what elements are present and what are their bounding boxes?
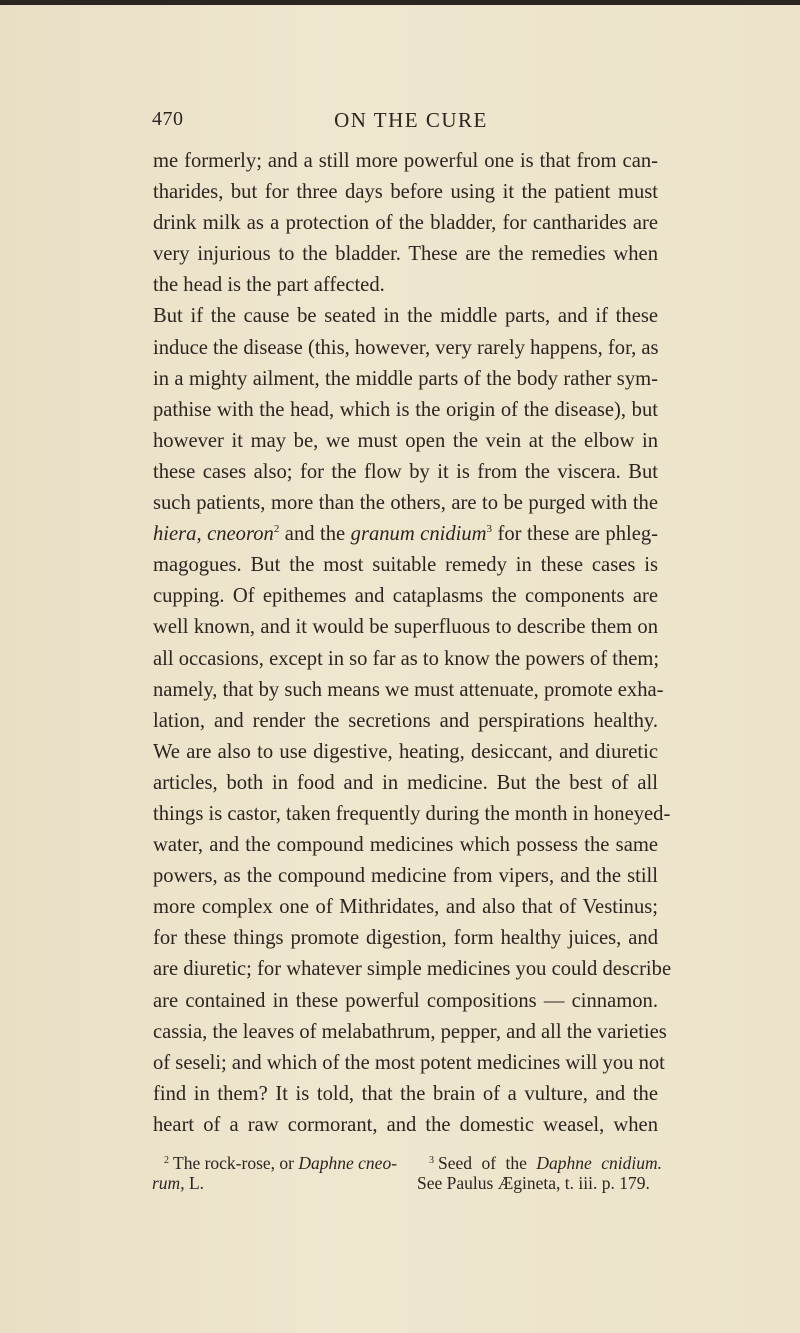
tail-text: for these are phleg- (492, 523, 659, 546)
text-line: cupping. Of epithemes and cataplasms the components are (153, 585, 658, 608)
text-line: are diuretic; for whatever simple medicines you could describe (153, 958, 672, 981)
text-line: water, and the compound medicines which possess the same (153, 834, 658, 857)
text-line: lation, and render the secretions and perspirations healthy. (153, 709, 658, 732)
text-line: such patients, more than the others, are to be purged with the (153, 492, 658, 515)
text-line: magogues. But the most suitable remedy in these cases is (153, 554, 658, 577)
footnote-ref-2: 2 (273, 523, 280, 536)
footnote-mark: 2 (164, 1155, 169, 1166)
text-line: things is castor, taken frequently during the month in honeyed- (153, 802, 671, 825)
text-line: powers, as the compound medicine from vipers, and the still (153, 865, 658, 888)
footnote-line: See Paulus Ægineta, t. iii. p. 179. (417, 1173, 650, 1193)
text-line: But if the cause be seated in the middle parts, and if these (153, 305, 658, 328)
footnote-text: , L. (180, 1173, 205, 1193)
text-line: drink milk as a protection of the bladder, for cantharides are (153, 212, 658, 235)
footnote-text: Seed of the (438, 1153, 537, 1173)
text-line: the head is the part affected. (153, 274, 385, 297)
page-number: 470 (152, 108, 184, 130)
separator: , (196, 523, 208, 546)
footnote-ref-3: 3 (486, 523, 493, 536)
text-line: all occasions, except in so far as to know the powers of them; (153, 647, 660, 670)
footnote-line (152, 1172, 397, 1195)
text-line: in a mighty ailment, the middle parts of the body rather sym- (153, 367, 658, 390)
text-line: articles, both in food and in medicine. But the best of all (153, 771, 658, 794)
text-line: are contained in these powerful compositions — cinnamon. (153, 989, 658, 1012)
text-line: these cases also; for the flow by it is from the viscera. But (153, 460, 658, 483)
footnote-2 (152, 1149, 397, 1195)
text-line: of seseli; and which of the most potent medicines will you not (153, 1051, 665, 1074)
text-line: well known, and it would be superfluous to describe them on (153, 616, 658, 639)
connector-text: and the (279, 523, 351, 546)
footnote-italic: Daphne cnidium. (536, 1153, 662, 1173)
footnote-mark: 3 (429, 1155, 434, 1166)
term-cneoron: cneoron (207, 523, 274, 546)
footnote-3 (417, 1149, 662, 1195)
text-line: cassia, the leaves of melabathrum, pepper, and all the varieties (153, 1020, 667, 1043)
text-line: more complex one of Mithridates, and also that of Vestinus; (153, 896, 658, 919)
body-text (153, 146, 672, 1141)
text-line: find in them? It is told, that the brain of a vulture, and the (153, 1082, 658, 1105)
running-head: ON THE CURE (334, 108, 488, 132)
text-line: We are also to use digestive, heating, desiccant, and diuretic (153, 740, 658, 763)
text-line: heart of a raw cormorant, and the domestic weasel, when (153, 1113, 658, 1136)
text-line: namely, that by such means we must attenuate, promote exha- (153, 678, 664, 701)
text-line: pathise with the head, which is the origin of the disease), but (153, 398, 658, 421)
page-header (0, 108, 800, 138)
text-line: me formerly; and a still more powerful one is that from can- (153, 150, 658, 172)
top-border-rule (0, 0, 800, 5)
footnote-line (152, 1149, 397, 1172)
footnote-italic: Daphne cneo- (298, 1153, 398, 1173)
term-granum-cnidium: granum cnidium (350, 523, 487, 546)
text-line: however it may be, we must open the vein at the elbow in (153, 429, 658, 452)
footnote-text: The rock-rose, or (173, 1153, 299, 1173)
term-hiera: hiera (153, 523, 197, 546)
text-line-italic-terms (153, 519, 658, 550)
text-line: induce the disease (this, however, very rarely happens, for, as (153, 336, 659, 359)
text-line: tharides, but for three days before using it the patient must (153, 181, 658, 204)
footnote-italic: rum (152, 1173, 181, 1193)
text-line: for these things promote digestion, form healthy juices, and (153, 927, 658, 950)
text-line: very injurious to the bladder. These are the remedies when (153, 243, 658, 266)
footnote-line (417, 1149, 662, 1172)
